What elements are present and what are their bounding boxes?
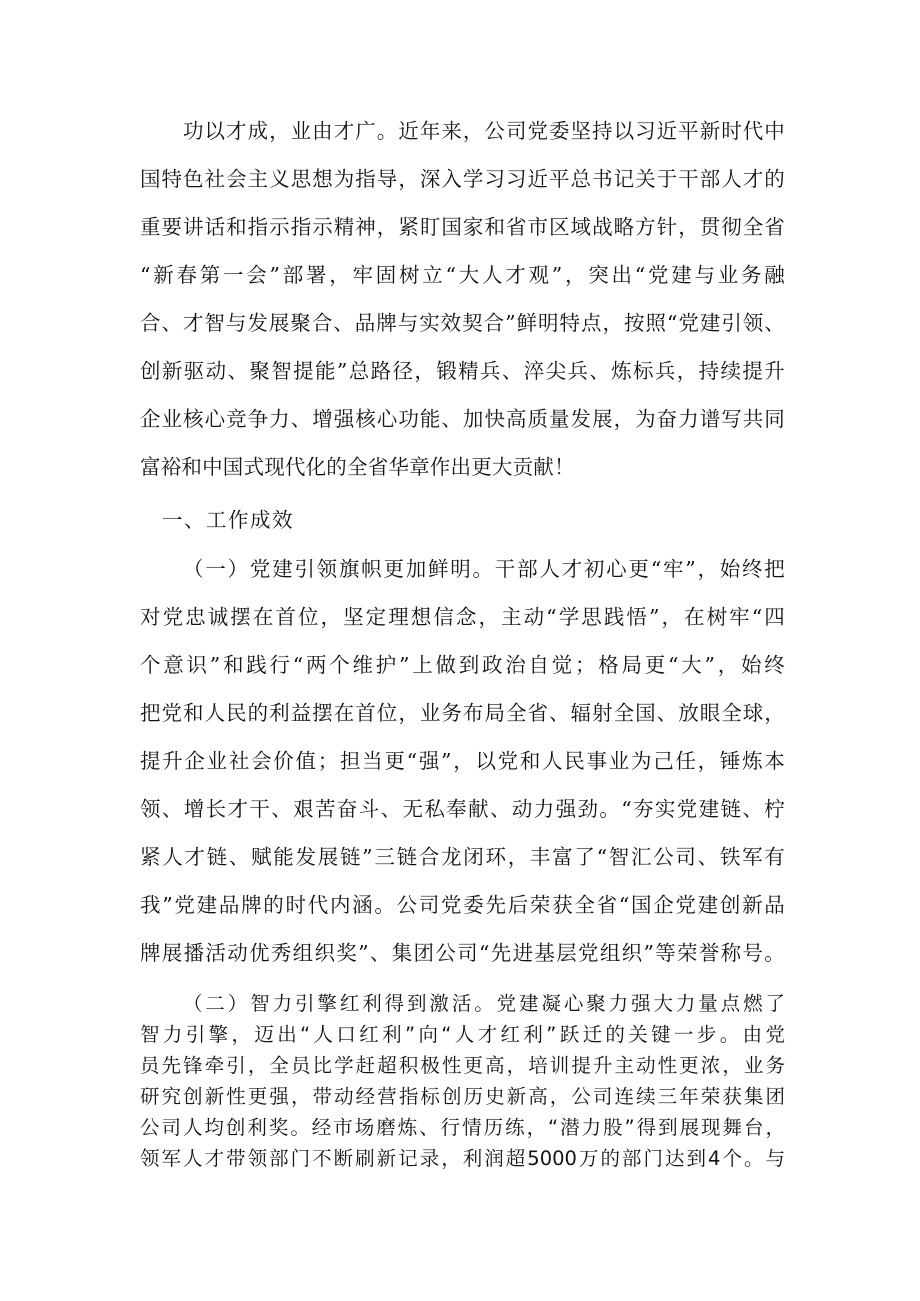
p1-line-3: 个意识”和践行“两个维护”上做到政治自觉；格局更“大”，始终 [140,653,785,677]
p2-line-2: 智力引擎，迈出“人口红利”向“人才红利”跃迁的关键一步。由党 [140,1023,785,1046]
p1-line-8: 我”党建品牌的时代内涵。公司党委先后荣获全省“国企党建创新品 [140,893,785,917]
p2-line-4: 研究创新性更强，带动经营指标创历史新高，公司连续三年荣获集团 [140,1085,785,1108]
p2-line-6: 领军人才带领部门不断刷新记录，利润超5000万的部门达到4个。与 [140,1147,785,1170]
p1-line-4: 把党和人民的利益摆在首位，业务布局全省、辐射全国、放眼全球， [140,701,785,725]
intro-line-5: 合、才智与发展聚合、品牌与实效契合”鲜明特点，按照“党建引领、 [140,311,785,335]
intro-line-1: 功以才成，业由才广。近年来，公司党委坚持以习近平新时代中 [183,119,785,143]
intro-line-6: 创新驱动、聚智提能”总路径，锻精兵、淬尖兵、炼标兵，持续提升 [140,359,785,383]
p1-line-7: 紧人才链、赋能发展链”三链合龙闭环，丰富了“智汇公司、铁军有 [140,845,785,869]
p1-line-9: 牌展播活动优秀组织奖”、集团公司“先进基层党组织”等荣誉称号。 [140,941,785,965]
p1-line-6: 领、增长才干、艰苦奋斗、无私奉献、动力强劲。“夯实党建链、柠 [140,797,785,821]
p2-line-3: 员先锋牵引，全员比学赶超积极性更高，培训提升主动性更浓，业务 [140,1054,785,1077]
p1-line-5: 提升企业社会价值；担当更“强”，以党和人民事业为己任，锤炼本 [140,749,785,773]
p2-line-1: （二）智力引擎红利得到激活。党建凝心聚力强大力量点燃了 [183,992,785,1015]
intro-line-7: 企业核心竞争力、增强核心功能、加快高质量发展，为奋力谱写共同 [140,407,785,431]
p2-line-5: 公司人均创利奖。经市场磨炼、行情历练，“潜力股”得到展现舞台， [140,1116,785,1139]
p1-line-2: 对党忠诚摆在首位，坚定理想信念，主动“学思践悟”，在树牢“四 [140,605,785,629]
intro-line-4: “新春第一会”部署，牢固树立“大人才观”，突出“党建与业务融 [140,263,785,287]
intro-line-2: 国特色社会主义思想为指导，深入学习习近平总书记关于干部人才的 [140,167,785,191]
section-heading: 一、工作成效 [162,508,294,532]
intro-line-8: 富裕和中国式现代化的全省华章作出更大贡献！ [140,455,575,479]
intro-line-3: 重要讲话和指示指示精神，紧盯国家和省市区域战略方针，贯彻全省 [140,215,785,239]
p1-line-1: （一）党建引领旗帜更加鲜明。干部人才初心更“牢”，始终把 [183,557,785,581]
